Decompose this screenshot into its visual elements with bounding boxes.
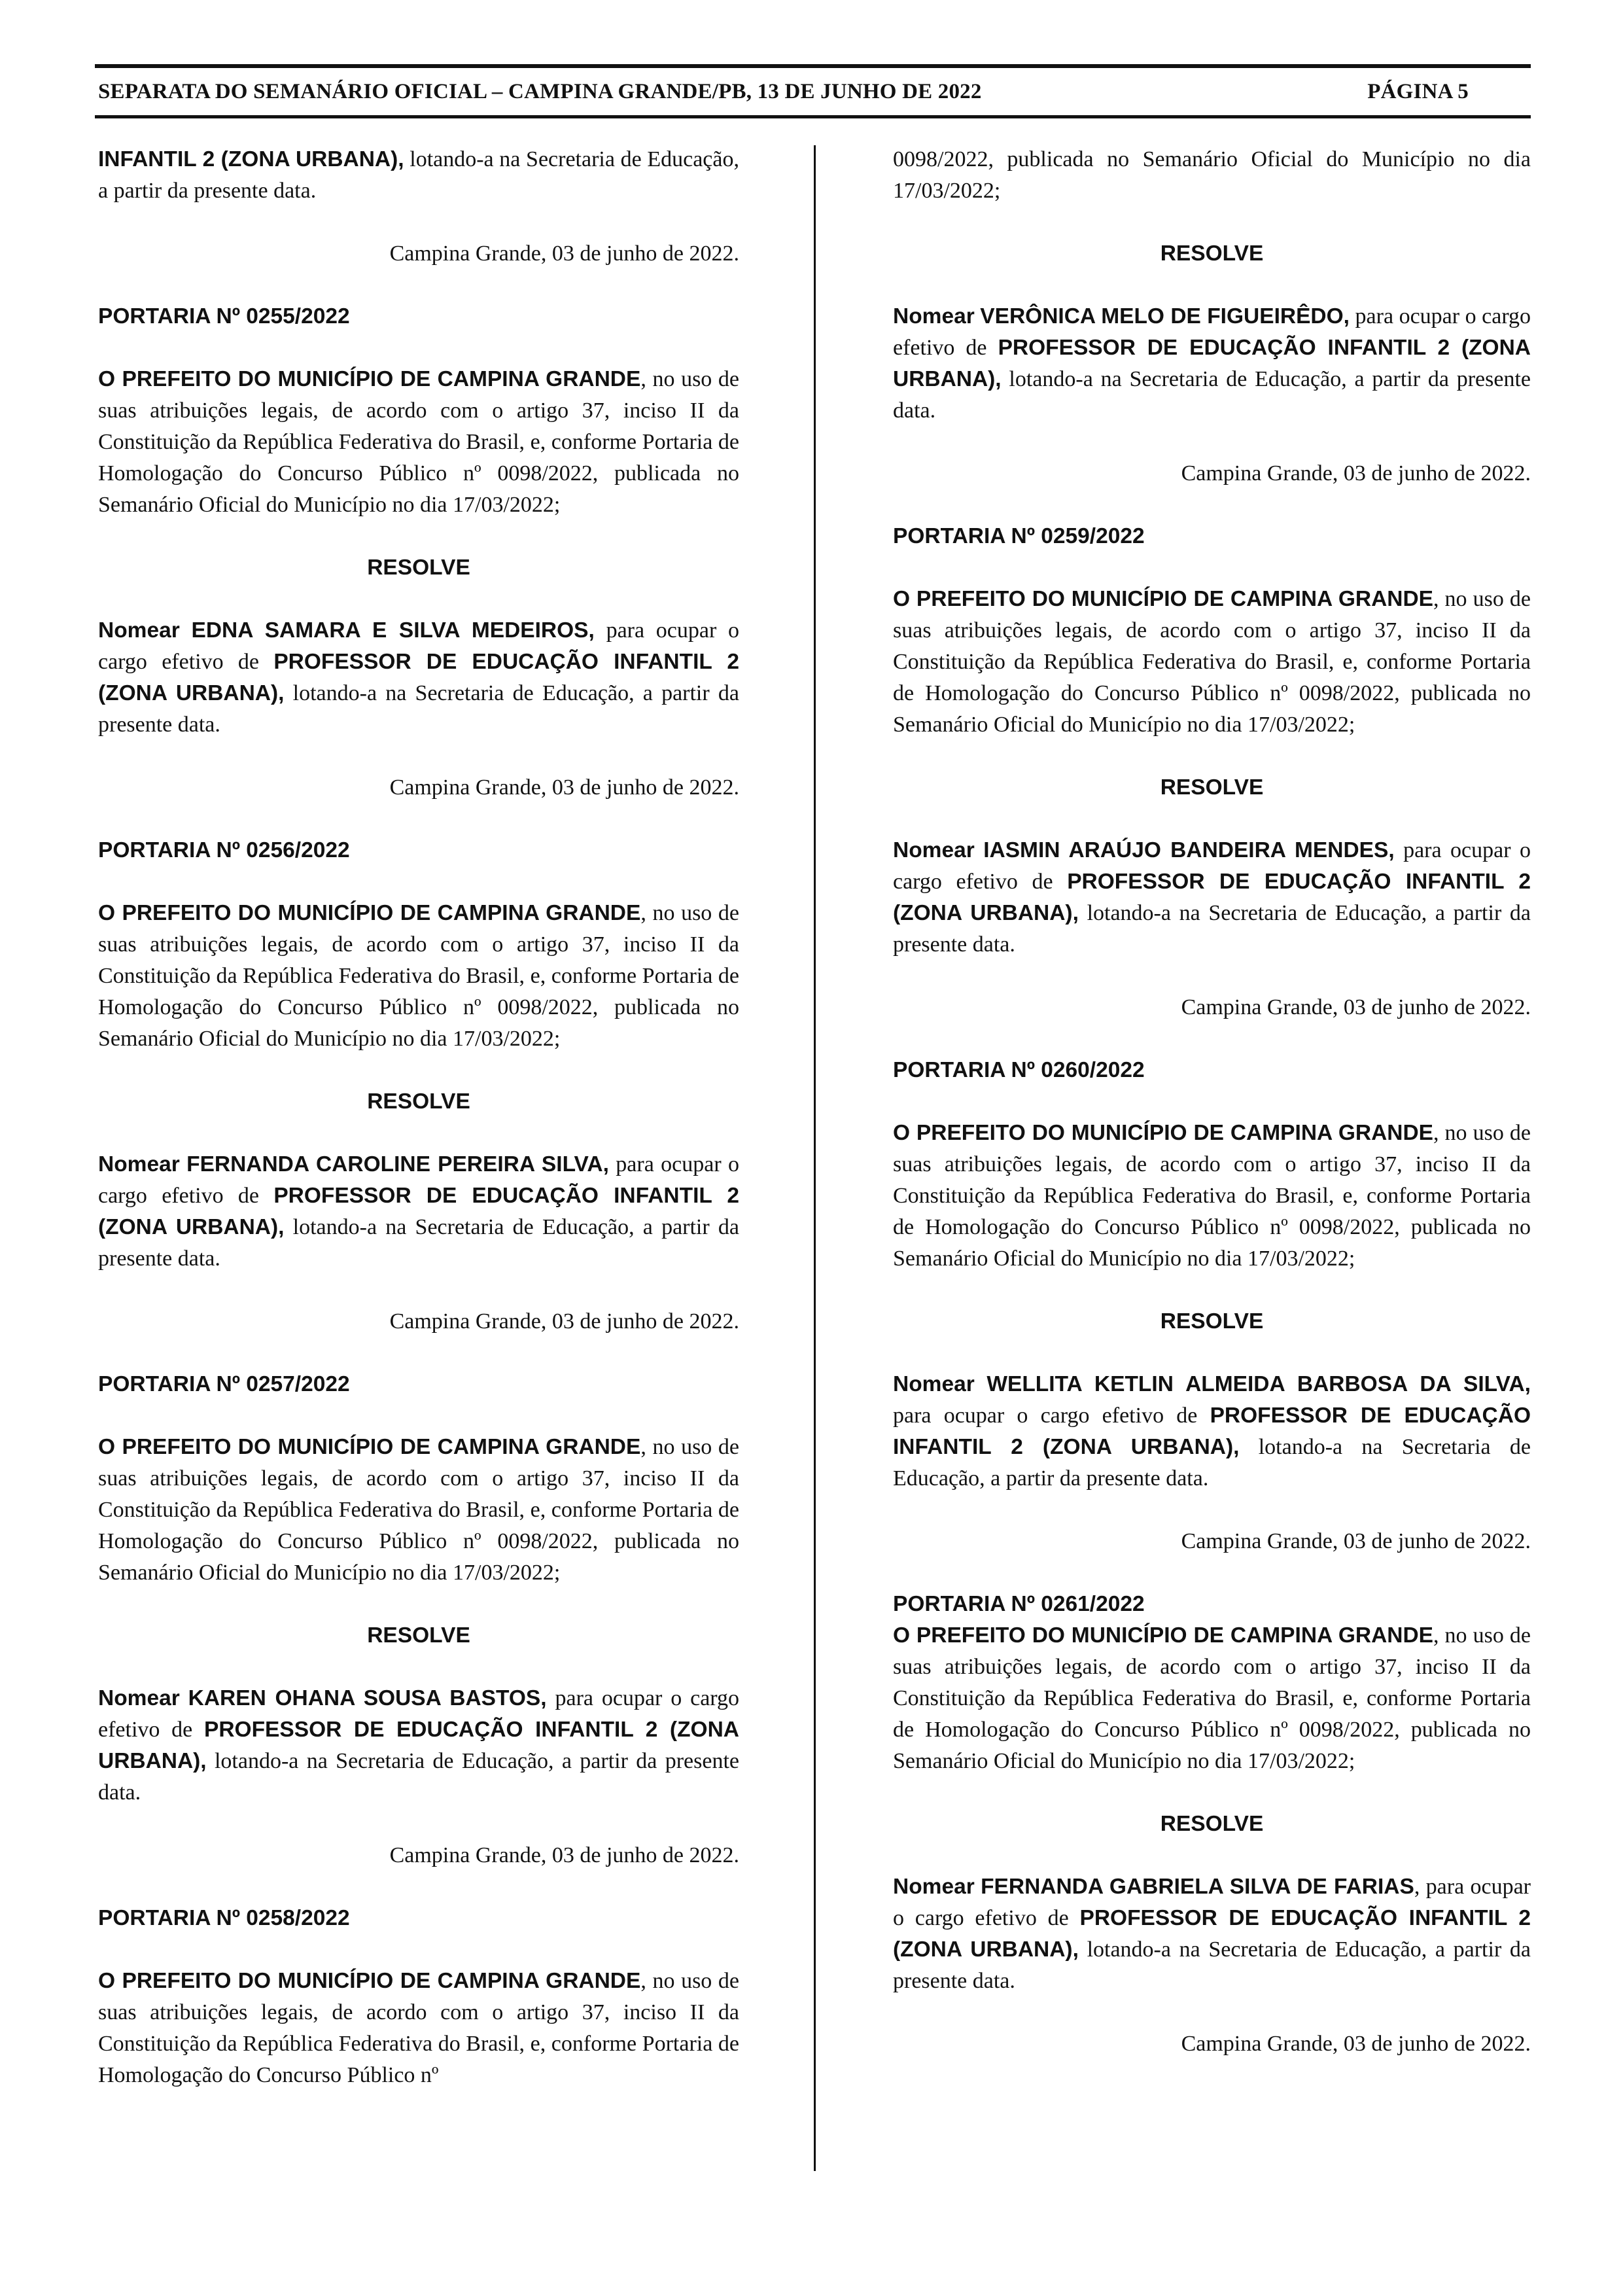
resolve-heading: RESOLVE	[367, 1623, 470, 1648]
appointee-name: VERÔNICA MELO DE FIGUEIRÊDO,	[980, 304, 1350, 328]
portaria-number: PORTARIA Nº 0257/2022	[98, 1372, 350, 1396]
page-number: PÁGINA 5	[1367, 80, 1469, 103]
city-date: Campina Grande, 03 de junho de 2022.	[389, 1843, 739, 1867]
portaria-number: PORTARIA Nº 0255/2022	[98, 304, 350, 328]
nomear-paragraph: Nomear FERNANDA GABRIELA SILVA DE FARIAS, para ocupar o cargo efetivo de PROFESSOR DE EDUCAÇÃO INFANTIL 2 (ZONA URBANA), lotando-a na Secretaria de Educação, a partir da presente data.	[893, 1875, 1531, 1993]
left-column	[98, 144, 739, 2091]
nomear-paragraph: Nomear FERNANDA CAROLINE PEREIRA SILVA, para ocupar o cargo efetivo de PROFESSOR DE EDUCAÇÃO INFANTIL 2 (ZONA URBANA), lotando-a na Secretaria de Educação, a partir da presente data.	[98, 1152, 739, 1271]
portaria-number: PORTARIA Nº 0261/2022	[893, 1592, 1145, 1616]
appointee-name: FERNANDA CAROLINE PEREIRA SILVA,	[186, 1152, 609, 1176]
appointee-name: KAREN OHANA SOUSA BASTOS,	[188, 1686, 547, 1710]
continuation-paragraph: 0098/2022, publicada no Semanário Oficial do Município no dia 17/03/2022;	[893, 147, 1531, 203]
portaria-number: PORTARIA Nº 0258/2022	[98, 1906, 350, 1930]
preamble: O PREFEITO DO MUNICÍPIO DE CAMPINA GRANDE, no uso de suas atribuições legais, de acordo com o artigo 37, inciso II da Constituição da República Federativa do Brasil, e, conforme Portaria de Homologação do Concurso Público nº 0098/2022, publicada no Semanário Oficial do Município no dia 17/03/2022;	[893, 587, 1531, 737]
city-date: Campina Grande, 03 de junho de 2022.	[389, 1309, 739, 1333]
city-date: Campina Grande, 03 de junho de 2022.	[1181, 995, 1531, 1019]
nomear-paragraph: Nomear EDNA SAMARA E SILVA MEDEIROS, para ocupar o cargo efetivo de PROFESSOR DE EDUCAÇÃO INFANTIL 2 (ZONA URBANA), lotando-a na Secretaria de Educação, a partir da presente data.	[98, 618, 740, 737]
nomear-paragraph: Nomear WELLITA KETLIN ALMEIDA BARBOSA DA SILVA, para ocupar o cargo efetivo de PROFESSOR DE EDUCAÇÃO INFANTIL 2 (ZONA URBANA), lotando-a na Secretaria de Educação, a partir da presente data.	[893, 1372, 1531, 1491]
right-column	[893, 144, 1531, 2060]
resolve-heading: RESOLVE	[1160, 241, 1264, 266]
appointee-name: WELLITA KETLIN ALMEIDA BARBOSA DA SILVA,	[986, 1372, 1531, 1396]
preamble: O PREFEITO DO MUNICÍPIO DE CAMPINA GRANDE, no uso de suas atribuições legais, de acordo com o artigo 37, inciso II da Constituição da República Federativa do Brasil, e, conforme Portaria de Homologação do Concurso Público nº 0098/2022, publicada no Semanário Oficial do Município no dia 17/03/2022;	[98, 901, 739, 1051]
city-date: Campina Grande, 03 de junho de 2022.	[1181, 461, 1531, 486]
appointee-name: FERNANDA GABRIELA SILVA DE FARIAS	[981, 1875, 1414, 1899]
city-date: Campina Grande, 03 de junho de 2022.	[1181, 2032, 1531, 2056]
preamble: O PREFEITO DO MUNICÍPIO DE CAMPINA GRANDE, no uso de suas atribuições legais, de acordo com o artigo 37, inciso II da Constituição da República Federativa do Brasil, e, conforme Portaria de Homologação do Concurso Público nº 0098/2022, publicada no Semanário Oficial do Município no dia 17/03/2022;	[98, 367, 739, 517]
nomear-paragraph: Nomear VERÔNICA MELO DE FIGUEIRÊDO, para ocupar o cargo efetivo de PROFESSOR DE EDUCAÇÃO INFANTIL 2 (ZONA URBANA), lotando-a na Secretaria de Educação, a partir da presente data.	[893, 304, 1531, 423]
nomear-paragraph: Nomear IASMIN ARAÚJO BANDEIRA MENDES, para ocupar o cargo efetivo de PROFESSOR DE EDUCAÇÃO INFANTIL 2 (ZONA URBANA), lotando-a na Secretaria de Educação, a partir da presente data.	[893, 838, 1531, 957]
header-bottom-rule	[95, 115, 1531, 118]
preamble: O PREFEITO DO MUNICÍPIO DE CAMPINA GRANDE, no uso de suas atribuições legais, de acordo com o artigo 37, inciso II da Constituição da República Federativa do Brasil, e, conforme Portaria de Homologação do Concurso Público nº 0098/2022, publicada no Semanário Oficial do Município no dia 17/03/2022;	[893, 1121, 1531, 1271]
continuation-paragraph: INFANTIL 2 (ZONA URBANA), lotando-a na Secretaria de Educação, a partir da presente data.	[98, 147, 739, 203]
resolve-heading: RESOLVE	[1160, 775, 1264, 800]
page-header	[98, 80, 1469, 104]
nomear-paragraph: Nomear KAREN OHANA SOUSA BASTOS, para ocupar o cargo efetivo de PROFESSOR DE EDUCAÇÃO INFANTIL 2 (ZONA URBANA), lotando-a na Secretaria de Educação, a partir da presente data.	[98, 1686, 740, 1805]
resolve-heading: RESOLVE	[1160, 1812, 1264, 1836]
city-date: Campina Grande, 03 de junho de 2022.	[1181, 1529, 1531, 1553]
resolve-heading: RESOLVE	[367, 556, 470, 580]
portaria-number: PORTARIA Nº 0256/2022	[98, 838, 350, 862]
portaria-number: PORTARIA Nº 0260/2022	[893, 1058, 1145, 1082]
city-date: Campina Grande, 03 de junho de 2022.	[389, 775, 739, 800]
header-title: SEPARATA DO SEMANÁRIO OFICIAL – CAMPINA GRANDE/PB, 13 DE JUNHO DE 2022	[98, 80, 982, 103]
preamble: O PREFEITO DO MUNICÍPIO DE CAMPINA GRANDE, no uso de suas atribuições legais, de acordo com o artigo 37, inciso II da Constituição da República Federativa do Brasil, e, conforme Portaria de Homologação do Concurso Público nº	[98, 1969, 739, 2087]
appointee-name: EDNA SAMARA E SILVA MEDEIROS,	[191, 618, 595, 643]
header-top-rule	[95, 64, 1531, 68]
resolve-heading: RESOLVE	[367, 1089, 470, 1114]
appointee-name: IASMIN ARAÚJO BANDEIRA MENDES,	[983, 838, 1395, 862]
city-date: Campina Grande, 03 de junho de 2022.	[389, 241, 739, 266]
column-divider	[814, 145, 816, 2171]
portaria-number: PORTARIA Nº 0259/2022	[893, 524, 1145, 548]
resolve-heading: RESOLVE	[1160, 1309, 1264, 1333]
preamble: O PREFEITO DO MUNICÍPIO DE CAMPINA GRANDE, no uso de suas atribuições legais, de acordo com o artigo 37, inciso II da Constituição da República Federativa do Brasil, e, conforme Portaria de Homologação do Concurso Público nº 0098/2022, publicada no Semanário Oficial do Município no dia 17/03/2022;	[98, 1435, 739, 1585]
preamble: O PREFEITO DO MUNICÍPIO DE CAMPINA GRANDE, no uso de suas atribuições legais, de acordo com o artigo 37, inciso II da Constituição da República Federativa do Brasil, e, conforme Portaria de Homologação do Concurso Público nº 0098/2022, publicada no Semanário Oficial do Município no dia 17/03/2022;	[893, 1623, 1531, 1773]
